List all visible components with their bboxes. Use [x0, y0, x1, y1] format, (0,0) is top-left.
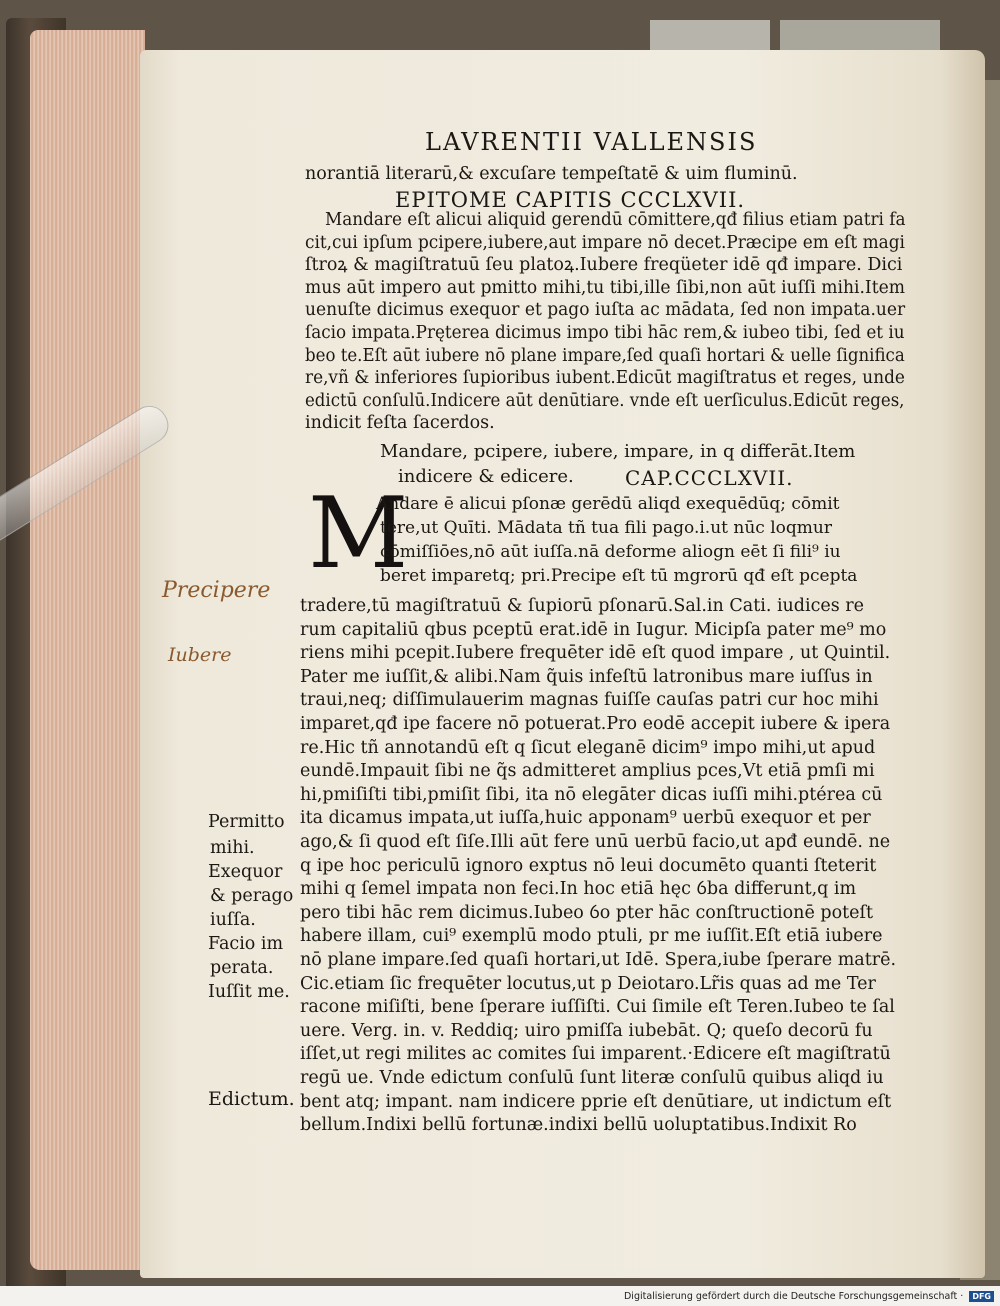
text-line: traui,neq; diſſimulauerim magnas fuiſſe cauſas patri cur hoc mihi — [300, 690, 879, 711]
text-line: norantiā literarū,& excuſare tempeſtatē & uim fluminū. — [305, 164, 798, 184]
epitome-heading: EPITOME CAPITIS CCCLXVII. — [395, 188, 746, 212]
text-line: uenuſte dicimus exequor et pago iuſta ac mādata, ſed non impata.uer — [305, 300, 906, 321]
chapter-title-line: indicere & edicere. — [398, 466, 574, 487]
margin-note: perata. — [210, 958, 274, 978]
text-line: imparet,qđ ipe facere nō potuerat.Pro eodē accepit iubere & ipera — [300, 714, 891, 734]
text-line: edictū conſulū.Indicere aūt denūtiare. vnde eſt uerſiculus.Edicūt reges, — [305, 390, 905, 411]
margin-note: iuſſa. — [210, 910, 256, 930]
text-line: tere,ut Quīti. Mādata tñ tua fili pago.i.ut nūc loqmur — [380, 518, 832, 538]
margin-note: Edictum. — [208, 1088, 295, 1110]
margin-note: & perago — [210, 886, 294, 906]
text-line: nō plane impare.ſed quaſi hortari,ut Idē. Spera,iube ſperare matrē. — [300, 950, 897, 970]
running-head: LAVRENTII VALLENSIS — [425, 128, 758, 156]
dfg-logo: DFG — [969, 1291, 994, 1302]
text-line: uere. Verg. in. v. Reddiq; uiro pmiſſa iubebāt. Q; queſo decorū fu — [300, 1020, 873, 1041]
text-line: tradere,tū magiſtratuū & ſupiorū pſonarū.Sal.in Cati. iudices re — [300, 596, 865, 616]
text-line: cōmiſſiōes,nō aūt iuſſa.nā deforme aliogn eēt ſi fili⁹ iu — [380, 542, 841, 562]
text-line: mihi q ſemel impata non feci.In hoc etiā hęc ỽba differunt,q im — [300, 879, 857, 900]
margin-note: mihi. — [210, 838, 255, 858]
text-line: regū ue. Vnde edictum conſulū ſunt literæ conſulū quibus aliqd iu — [300, 1068, 884, 1088]
text-line: iſſet,ut regi milites ac comites ſui imparent.·Edicere eſt magiſtratū — [300, 1044, 891, 1065]
text-line: bent atq; impant. nam indicere pprie eſt denūtiare, ut indictum eſt — [300, 1091, 892, 1112]
text-line: ſacio impata.Pręterea dicimus impo tibi hāc rem,& iubeo tibi, ſed et iu — [305, 323, 905, 343]
page-edges — [30, 30, 145, 1270]
text-line: re.Hic tñ annotandū eſt q ſicut eleganē dicim⁹ impo mihi,ut apud — [300, 737, 876, 758]
margin-note: Iuſſit me. — [208, 982, 290, 1002]
text-line: racone miſiſti, bene ſperare iuſſiſti. Cui ſimile eſt Teren.Iubeo te ſal — [300, 997, 895, 1018]
text-line: mus aūt impero aut pmitto mihi,tu tibi,ille ſibi,non aūt iuſſi mihi.Item — [305, 277, 905, 298]
text-line: ita dicamus impata,ut iuſſa,huic apponam⁹ uerbū exequor et per — [300, 808, 871, 829]
drop-cap: M — [308, 477, 409, 591]
text-line: beret imparetq; pri.Precipe eſt tū mgrorū qđ eſt pcepta — [380, 566, 858, 586]
margin-note: Facio im — [208, 934, 284, 954]
text-line: Mandare eſt alicui aliquid gerendū cōmittere,qđ filius etiam patri fa — [325, 210, 906, 230]
handwritten-note: Precipere — [162, 578, 271, 603]
text-line: riens mihi pcepit.Iubere frequēter idē eſt quod impare , ut Quintil. — [300, 643, 891, 664]
text-line: hi,pmiſiſti tibi,pmiſit ſibi, ita nō elegāter dicas iuſſi mihi.ptérea cū — [300, 784, 883, 805]
text-line: indicit feſta ſacerdos. — [305, 413, 495, 434]
chapter-title-line: Mandare, pcipere, iubere, impare, in q differāt.Item — [380, 441, 856, 462]
text-line: re,vñ & inferiores ſupioribus iubent.Edicūt magiſtratus et reges, unde — [305, 368, 905, 389]
footer-text: Digitalisierung gefördert durch die Deutsche Forschungsgemeinschaft · — [623, 1290, 964, 1302]
text-line: ſtroꝝ & magiſtratuū ſeu platoꝝ.Iubere freqüeter idē qđ impare. Dici — [305, 255, 903, 276]
footer-strip — [0, 1286, 1000, 1306]
text-line: Pater me iuſſit,& alibi.Nam q̃uis infeſtū latronibus mare iuſſus in — [300, 666, 873, 687]
margin-note: Exequor — [208, 862, 283, 882]
text-line: bellum.Indixi bellū fortunæ.indixi bellū uoluptatibus.Indixit Ro — [300, 1115, 857, 1136]
chapter-number: CAP.CCCLXVII. — [625, 466, 794, 490]
text-line: pero tibi hāc rem dicimus.Iubeo ỽo pter hāc conſtructionē poteſt — [300, 902, 874, 923]
text-line: rum capitaliū qbus pceptū erat.idē in Iugur. Micipſa pater me⁹ mo — [300, 619, 887, 640]
text-line: Cic.etiam ſic frequēter locutus,ut p Deiotaro.Lr̃is quas ad me Ter — [300, 973, 876, 994]
text-line: ago,& ſi quod eſt ſiſe.Illi aūt fere unū uerbū facio,ut apđ eundē. ne — [300, 832, 891, 852]
text-line: q ipe hoc periculū ignoro exptus nō leui documēto quanti ſteterit — [300, 855, 877, 876]
text-line: eundē.Impauit ſibi ne q̃s admitteret amplius pces,Vt etiā pmſi mi — [300, 761, 875, 782]
handwritten-note: Iubere — [168, 644, 232, 666]
text-line: habere illam, cui⁹ exemplū modo ptuli, pr me iuſſit.Eſt etiā iubere — [300, 926, 883, 947]
text-line: cit,cui ipſum pcipere,iubere,aut impare nō decet.Præcipe em eſt magi — [305, 232, 905, 253]
margin-note: Permitto — [208, 812, 285, 832]
text-line: beo te.Eſt aūt iubere nō plane impare,ſed quaſi hortari & uelle ſignifica — [305, 345, 905, 366]
text-line: Andare ē alicui pſonæ gerēdū aliqd exequēdūq; cōmit — [376, 494, 840, 514]
